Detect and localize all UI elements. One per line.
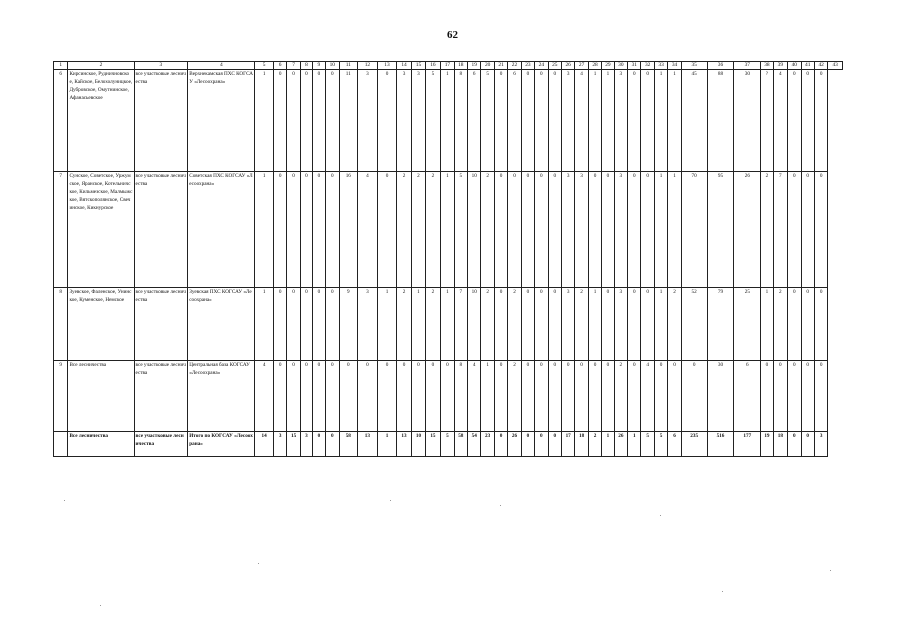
value-cell: 0	[325, 70, 339, 172]
column-number: 30	[614, 62, 627, 70]
value-cell: 8	[454, 70, 467, 172]
value-cell: 0	[325, 432, 339, 457]
value-cell: 30	[707, 361, 734, 432]
column-number: 34	[668, 62, 681, 70]
value-cell: 2	[773, 288, 787, 361]
value-cell: 10	[468, 172, 481, 288]
value-cell: 0	[287, 361, 300, 432]
value-cell: 0	[313, 432, 325, 457]
value-cell: 2	[396, 172, 411, 288]
total-row	[54, 432, 843, 457]
value-cell: 45	[681, 70, 707, 172]
row-number: 9	[54, 361, 68, 432]
value-cell: 4	[641, 361, 654, 432]
value-cell: 0	[628, 288, 641, 361]
value-cell: 0	[773, 361, 787, 432]
value-cell: 16	[340, 172, 358, 288]
value-cell: 516	[707, 432, 734, 457]
value-cell: 1	[441, 288, 454, 361]
value-cell: 0	[313, 172, 325, 288]
column-number: 40	[788, 62, 801, 70]
value-cell: 0	[412, 361, 425, 432]
value-cell: 0	[588, 361, 601, 432]
value-cell: 0	[521, 361, 534, 432]
column-number: 13	[378, 62, 397, 70]
value-cell: 6	[668, 432, 681, 457]
value-cell: 0	[273, 361, 286, 432]
column-number: 31	[628, 62, 641, 70]
value-cell: 0	[654, 361, 667, 432]
value-cell: 4	[357, 172, 378, 288]
value-cell: 0	[814, 172, 827, 288]
value-cell: 0	[378, 70, 397, 172]
column-number: 15	[412, 62, 425, 70]
sections-cell: все участковые лесничества	[134, 288, 188, 361]
value-cell: 18	[575, 432, 588, 457]
value-cell: 0	[801, 432, 814, 457]
unit-cell: Зуевская ПХС КОГСАУ «Лесоохрана»	[188, 288, 255, 361]
value-cell: 0	[300, 172, 312, 288]
value-cell: 2	[761, 172, 773, 288]
value-cell: 2	[481, 172, 494, 288]
value-cell: 235	[681, 432, 707, 457]
value-cell: 10	[468, 288, 481, 361]
value-cell: 0	[325, 288, 339, 361]
column-number: 36	[707, 62, 734, 70]
value-cell: 3	[614, 70, 627, 172]
value-cell: 3	[273, 432, 286, 457]
value-cell: 5	[654, 432, 667, 457]
value-cell: 0	[548, 361, 561, 432]
value-cell: 0	[535, 432, 548, 457]
value-cell: 1	[255, 70, 274, 172]
column-number: 23	[521, 62, 534, 70]
value-cell: 0	[801, 70, 814, 172]
sections-cell: все участковые лесничества	[134, 172, 188, 288]
value-cell: 0	[300, 361, 312, 432]
column-number: 3	[134, 62, 188, 70]
value-cell: 0	[300, 70, 312, 172]
value-cell: 0	[287, 288, 300, 361]
value-cell: 0	[313, 70, 325, 172]
value-cell: 1	[654, 70, 667, 172]
value-cell: 0	[814, 361, 827, 432]
value-cell: 0	[788, 70, 801, 172]
value-cell: 0	[788, 361, 801, 432]
value-cell: 3	[614, 172, 627, 288]
column-number: 16	[425, 62, 440, 70]
value-cell: 10	[412, 432, 425, 457]
row-number	[54, 432, 68, 457]
value-cell: 2	[481, 288, 494, 361]
value-cell: 0	[788, 288, 801, 361]
value-cell: 11	[340, 70, 358, 172]
value-cell: 0	[801, 288, 814, 361]
value-cell: 0	[761, 361, 773, 432]
value-cell: 0	[325, 361, 339, 432]
value-cell: 1	[588, 288, 601, 361]
value-cell: 4	[468, 361, 481, 432]
value-cell: 177	[734, 432, 761, 457]
value-cell: 15	[287, 432, 300, 457]
value-cell: 0	[521, 432, 534, 457]
column-number: 25	[548, 62, 561, 70]
page-number: 62	[447, 29, 458, 41]
table-row	[54, 70, 843, 172]
column-number: 29	[602, 62, 614, 70]
value-cell: 5	[425, 70, 440, 172]
value-cell: 52	[681, 288, 707, 361]
value-cell: 7	[454, 288, 467, 361]
value-cell: 2	[508, 361, 521, 432]
value-cell: 0	[378, 172, 397, 288]
value-cell: 26	[734, 172, 761, 288]
column-number: 39	[773, 62, 787, 70]
value-cell: 2	[575, 288, 588, 361]
value-cell: 0	[548, 432, 561, 457]
value-cell: 4	[255, 361, 274, 432]
column-number: 20	[481, 62, 494, 70]
value-cell: 58	[340, 432, 358, 457]
value-cell: 3	[561, 288, 574, 361]
value-cell: 5	[441, 432, 454, 457]
column-number: 35	[681, 62, 707, 70]
value-cell: 14	[255, 432, 274, 457]
value-cell: 23	[481, 432, 494, 457]
value-cell: 1	[481, 361, 494, 432]
value-cell: 18	[773, 432, 787, 457]
value-cell: 1	[441, 70, 454, 172]
value-cell: 95	[707, 172, 734, 288]
value-cell: 0	[357, 361, 378, 432]
value-cell: 3	[300, 432, 312, 457]
value-cell: 5	[454, 172, 467, 288]
value-cell: 54	[468, 432, 481, 457]
value-cell: 0	[602, 361, 614, 432]
value-cell: 3	[561, 70, 574, 172]
value-cell: 0	[535, 70, 548, 172]
column-number: 41	[801, 62, 814, 70]
value-cell: 1	[654, 288, 667, 361]
column-number: 11	[340, 62, 358, 70]
value-cell: 58	[454, 432, 467, 457]
value-cell: 70	[681, 172, 707, 288]
value-cell: 0	[602, 288, 614, 361]
value-cell: 0	[521, 70, 534, 172]
value-cell: 1	[255, 172, 274, 288]
value-cell: 2	[668, 288, 681, 361]
value-cell: 1	[668, 70, 681, 172]
value-cell: 26	[614, 432, 627, 457]
value-cell: 0	[548, 288, 561, 361]
forestries-cell: Сунское, Советское, Уржумское, Яранское, Котельничское, Кильмезское, Малмыжское, Вятскополянское, Свечинское, Кикнурское	[68, 172, 134, 288]
value-cell: 0	[628, 70, 641, 172]
value-cell: 1	[378, 432, 397, 457]
column-number: 43	[828, 62, 843, 70]
value-cell: 0	[273, 172, 286, 288]
table-row	[54, 361, 843, 432]
value-cell: 3	[575, 172, 588, 288]
unit-cell: Центральная база КОГСАУ «Лесоохрана»	[188, 361, 255, 432]
unit-cell: Верхнекамская ПХС КОГСАУ «Лесоохрана»	[188, 70, 255, 172]
value-cell: 7	[773, 172, 787, 288]
value-cell: 5	[641, 432, 654, 457]
column-number: 27	[575, 62, 588, 70]
column-number: 18	[454, 62, 467, 70]
table-row	[54, 288, 843, 361]
sections-cell: все участковые лесничества	[134, 361, 188, 432]
value-cell: 3	[614, 288, 627, 361]
value-cell: 2	[508, 288, 521, 361]
value-cell: 0	[801, 172, 814, 288]
sections-cell: все участковые лесничества	[134, 70, 188, 172]
column-number: 12	[357, 62, 378, 70]
column-number: 32	[641, 62, 654, 70]
column-number: 14	[396, 62, 411, 70]
value-cell: 19	[761, 432, 773, 457]
value-cell: 6	[468, 70, 481, 172]
column-number: 6	[273, 62, 286, 70]
value-cell: 0	[287, 172, 300, 288]
value-cell: 0	[313, 288, 325, 361]
column-number: 10	[325, 62, 339, 70]
column-number: 17	[441, 62, 454, 70]
value-cell: 9	[340, 288, 358, 361]
value-cell: 0	[340, 361, 358, 432]
value-cell: 0	[300, 288, 312, 361]
column-number: 1	[54, 62, 68, 70]
value-cell: 0	[788, 432, 801, 457]
value-cell: 3	[814, 432, 827, 457]
value-cell: 0	[602, 172, 614, 288]
value-cell: 1	[668, 172, 681, 288]
value-cell: 1	[378, 288, 397, 361]
column-number: 9	[313, 62, 325, 70]
row-number: 8	[54, 288, 68, 361]
value-cell: 3	[412, 70, 425, 172]
column-number: 42	[814, 62, 827, 70]
value-cell: 88	[707, 70, 734, 172]
value-cell: 0	[494, 70, 507, 172]
value-cell: 0	[628, 172, 641, 288]
value-cell: 0	[681, 361, 707, 432]
value-cell: 0	[396, 361, 411, 432]
value-cell: 1	[628, 432, 641, 457]
value-cell: 4	[575, 70, 588, 172]
value-cell: 0	[494, 288, 507, 361]
table-row	[54, 172, 843, 288]
value-cell: 1	[761, 288, 773, 361]
value-cell: 0	[668, 361, 681, 432]
value-cell: 17	[561, 432, 574, 457]
column-number: 8	[300, 62, 312, 70]
value-cell: 0	[535, 172, 548, 288]
value-cell: ?	[761, 70, 773, 172]
value-cell: 1	[654, 172, 667, 288]
column-number: 7	[287, 62, 300, 70]
value-cell: 2	[425, 288, 440, 361]
column-number: 2	[68, 62, 134, 70]
value-cell: 0	[561, 361, 574, 432]
value-cell: 0	[425, 361, 440, 432]
value-cell: 25	[734, 288, 761, 361]
sections-cell: все участковые лесничества	[134, 432, 188, 457]
value-cell: 1	[588, 70, 601, 172]
unit-cell: Итого по КОГСАУ «Лесоохрана»	[188, 432, 255, 457]
forestries-cell: Все лесничества	[68, 361, 134, 432]
value-cell: 0	[535, 361, 548, 432]
value-cell: 0	[441, 361, 454, 432]
column-number: 28	[588, 62, 601, 70]
value-cell: 0	[273, 288, 286, 361]
value-cell: 15	[425, 432, 440, 457]
value-cell: 1	[602, 70, 614, 172]
value-cell: 79	[707, 288, 734, 361]
row-number: 6	[54, 70, 68, 172]
value-cell: 6	[508, 70, 521, 172]
value-cell: 0	[788, 172, 801, 288]
value-cell: 0	[378, 361, 397, 432]
column-number: 22	[508, 62, 521, 70]
forestries-cell: Все лесничества	[68, 432, 134, 457]
column-number: 24	[535, 62, 548, 70]
unit-cell: Советская ПХС КОГСАУ «Лесоохрана»	[188, 172, 255, 288]
value-cell: 0	[588, 172, 601, 288]
value-cell: 0	[641, 172, 654, 288]
value-cell: 0	[548, 70, 561, 172]
value-cell: 1	[441, 172, 454, 288]
column-number: 21	[494, 62, 507, 70]
value-cell: 0	[494, 361, 507, 432]
value-cell: 3	[357, 70, 378, 172]
value-cell: 0	[814, 70, 827, 172]
value-cell: 1	[412, 288, 425, 361]
value-cell: 8	[454, 361, 467, 432]
value-cell: 0	[641, 288, 654, 361]
value-cell: 0	[521, 172, 534, 288]
column-number: 37	[734, 62, 761, 70]
fire-equipment-table	[53, 61, 843, 457]
value-cell: 2	[588, 432, 601, 457]
value-cell: 0	[508, 172, 521, 288]
column-number: 4	[188, 62, 255, 70]
value-cell: 2	[396, 288, 411, 361]
value-cell: 0	[494, 172, 507, 288]
value-cell: 0	[628, 361, 641, 432]
value-cell: 1	[602, 432, 614, 457]
value-cell: 0	[801, 361, 814, 432]
value-cell: 0	[548, 172, 561, 288]
column-number: 38	[761, 62, 773, 70]
value-cell: 1	[255, 288, 274, 361]
value-cell: 2	[425, 172, 440, 288]
value-cell: 0	[494, 432, 507, 457]
forestries-cell: Кирсинское, Рудничновское, Кайское, Белохолуницкое, Дубровское, Омутнинское, Афанасьевское	[68, 70, 134, 172]
value-cell: 0	[313, 361, 325, 432]
forestries-cell: Зуевское, Фаленское, Унинское, Куменское, Немское	[68, 288, 134, 361]
value-cell: 4	[773, 70, 787, 172]
row-number: 7	[54, 172, 68, 288]
value-cell: 0	[521, 288, 534, 361]
value-cell: 0	[535, 288, 548, 361]
value-cell: 13	[396, 432, 411, 457]
value-cell: 3	[561, 172, 574, 288]
value-cell: 3	[396, 70, 411, 172]
value-cell: 13	[357, 432, 378, 457]
value-cell: 0	[325, 172, 339, 288]
value-cell: 30	[734, 70, 761, 172]
value-cell: 2	[412, 172, 425, 288]
value-cell: 26	[508, 432, 521, 457]
header-row	[54, 62, 843, 70]
column-number: 19	[468, 62, 481, 70]
value-cell: 0	[814, 288, 827, 361]
value-cell: 0	[641, 70, 654, 172]
value-cell: 0	[575, 361, 588, 432]
value-cell: 6	[734, 361, 761, 432]
column-number: 5	[255, 62, 274, 70]
value-cell: 2	[614, 361, 627, 432]
value-cell: 0	[273, 70, 286, 172]
value-cell: 3	[357, 288, 378, 361]
value-cell: 0	[287, 70, 300, 172]
column-number: 33	[654, 62, 667, 70]
column-number: 26	[561, 62, 574, 70]
value-cell: 5	[481, 70, 494, 172]
